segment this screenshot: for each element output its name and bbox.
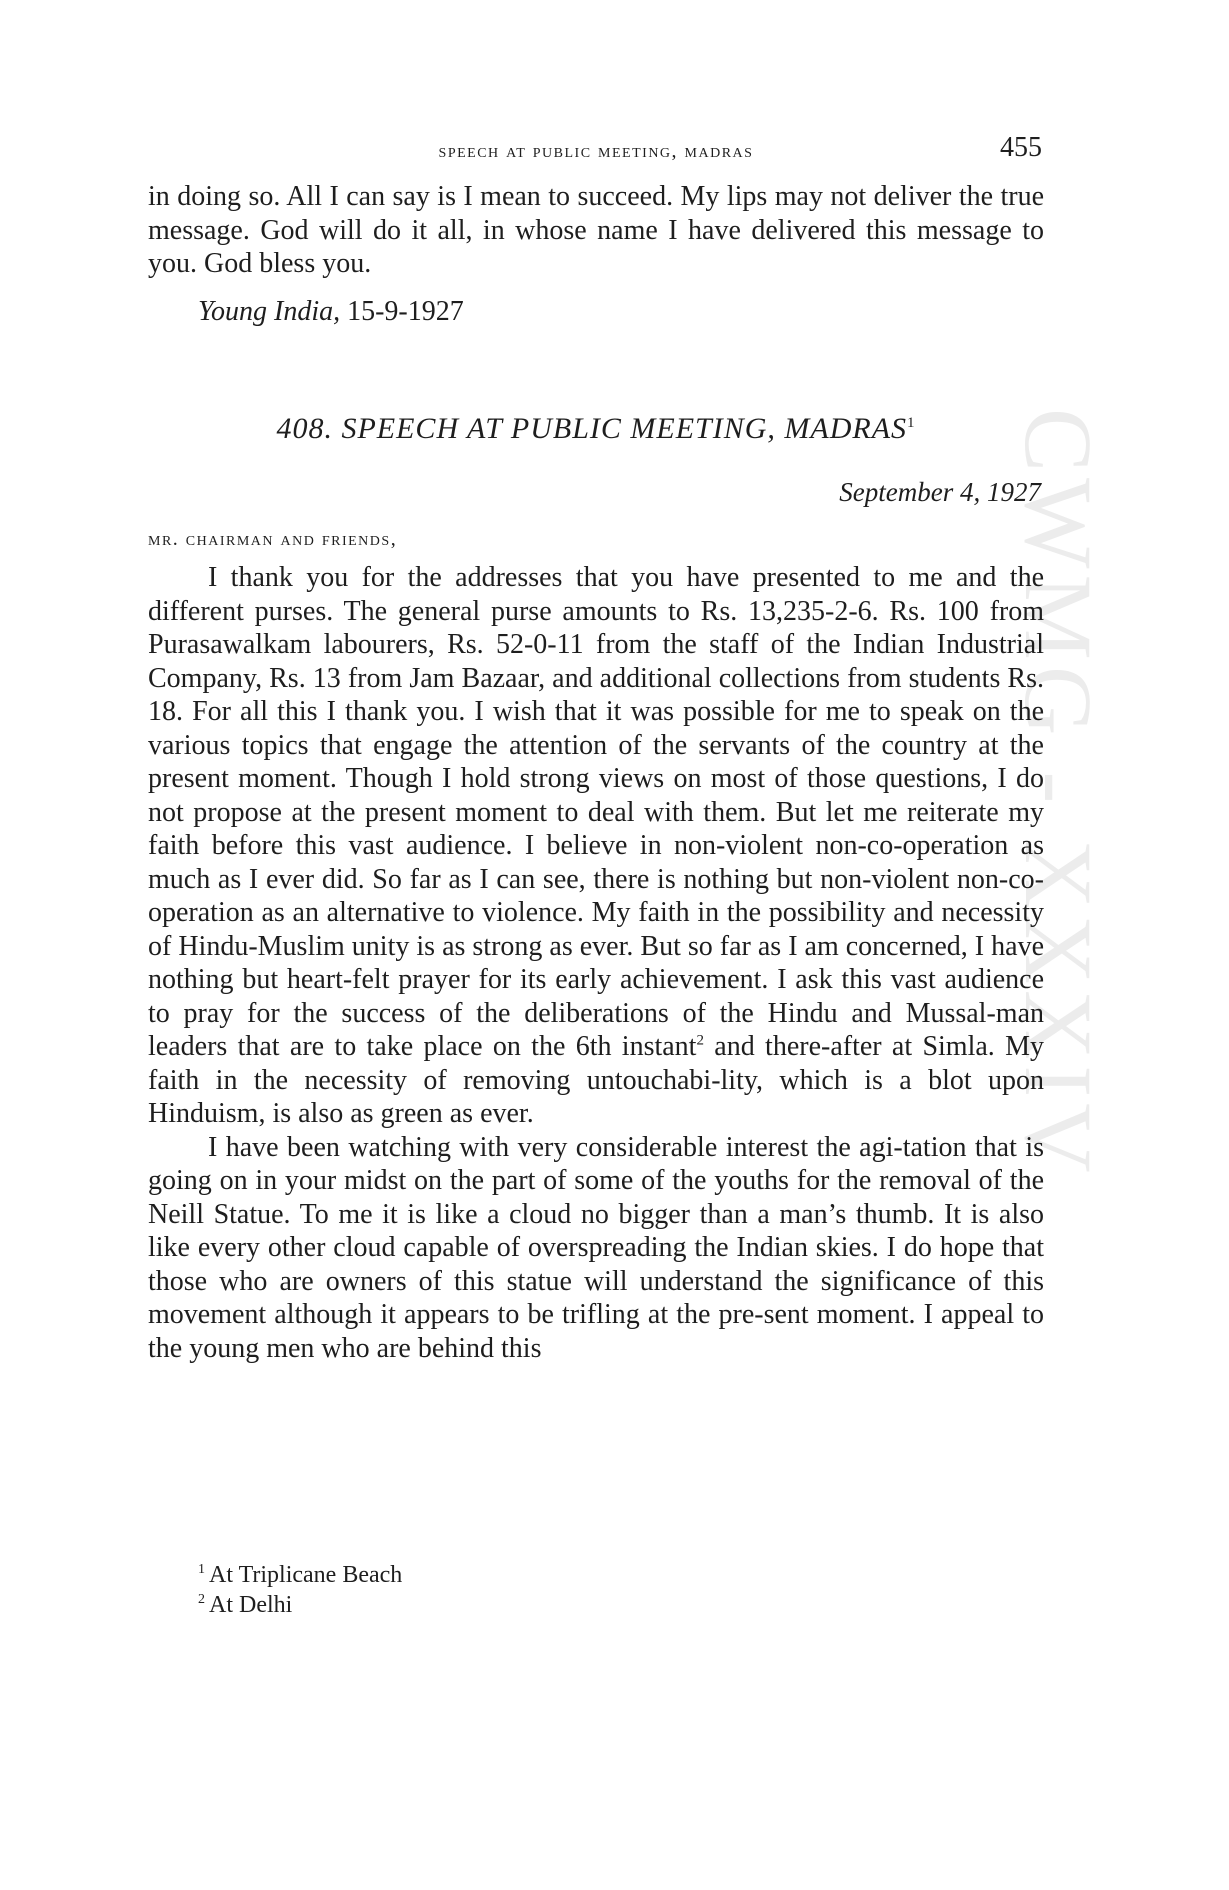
speech-body <box>148 561 1044 1365</box>
continuation-text <box>148 180 1044 281</box>
watermark: CWMG - XXXIV <box>1005 408 1112 1179</box>
footnotes <box>198 1560 402 1620</box>
heading-footnote-marker: 1 <box>907 415 916 431</box>
section-heading <box>148 412 1044 446</box>
footnote-text: At Triplicane Beach <box>209 1562 403 1588</box>
body-paragraph-1-text-b: and there-after at Simla. My faith in the necessity of removing untouchabi-lity, which is a blot upon Hinduism, is also as green as ever. <box>148 1031 1045 1129</box>
page-number: 455 <box>1000 132 1042 163</box>
salutation: mr. chairman and friends, <box>148 528 398 550</box>
footnote-item <box>198 1590 402 1620</box>
source-publication: Young India, <box>198 296 341 327</box>
footnote-marker: 2 <box>198 1592 205 1607</box>
running-title: speech at public meeting, madras <box>438 140 754 162</box>
section-heading-text: 408. SPEECH AT PUBLIC MEETING, MADRAS <box>276 412 908 445</box>
continuation-paragraph: in doing so. All I can say is I mean to succeed. My lips may not deliver the true message. God will do it all, in whose name I have delivered this message to you. God bless you. <box>148 181 1044 279</box>
footnote-marker: 1 <box>198 1562 205 1577</box>
body-footnote-marker: 2 <box>696 1032 704 1049</box>
body-paragraph-1-text-a: I thank you for the addresses that you have presented to me and the different purses. The general purse amounts to Rs. 13,235-2-6. Rs. 100 from Purasawalkam labourers, Rs. 52-0-11 from the staff of the Indian Industrial Company, Rs. 13 from Jam Bazaar, and additional collections from students Rs. 18. For all this I thank you. I wish that it was possible for me to speak on the various topics that engage the attention of the servants of the country at the present moment. Though I hold strong views on most of those questions, I do not propose at the present moment to deal with them. But let me reiterate my faith before this vast audience. I believe in non-violent non-co-operation as much as I ever did. So far as I can see, there is nothing but non-violent non-co-operation as an alternative to violence. My faith in the possibility and necessity of Hindu-Muslim unity is as strong as ever. But so far as I am concerned, I have nothing but heart-felt prayer for its early achievement. I ask this vast audience to pray for the success of the deliberations of the Hindu and Mussal-man leaders that are to take place on the 6th instant <box>148 562 1044 1062</box>
source-citation <box>198 296 464 328</box>
running-head <box>148 132 1044 172</box>
body-paragraph-1 <box>148 561 1044 1131</box>
footnote-text: At Delhi <box>209 1592 293 1618</box>
footnote-item <box>198 1560 402 1590</box>
body-paragraph-2: I have been watching with very considerable interest the agi-tation that is going on in your midst on the part of some of the youths for the removal of the Neill Statue. To me it is like a cloud no bigger than a man’s thumb. It is also like every other cloud capable of overspreading the Indian skies. I do hope that those who are owners of this statue will understand the significance of this movement although it appears to be trifling at the pre-sent moment. I appeal to the young men who are behind this <box>148 1131 1044 1364</box>
source-date: 15-9-1927 <box>340 296 464 327</box>
speech-date: September 4, 1927 <box>839 477 1041 507</box>
